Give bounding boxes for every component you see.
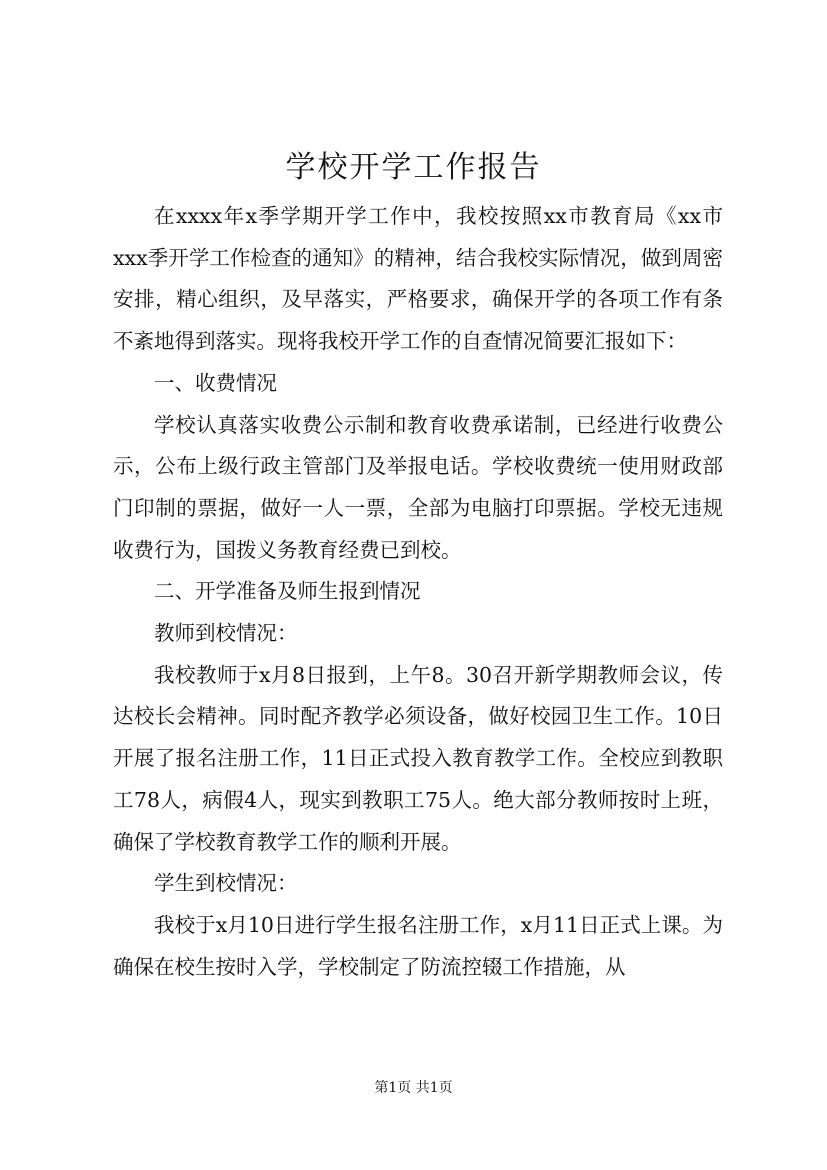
section-heading-preparation: 二、开学准备及师生报到情况 (154, 579, 421, 604)
subheading-students: 学生到校情况： (154, 871, 298, 896)
section-heading-fees: 一、收费情况 (154, 370, 277, 395)
page-footer: 第1页 共1页 (374, 1080, 453, 1096)
fees-paragraph: 学校认真落实收费公示制和教育收费承诺制，已经进行收费公示，公布上级行政主管部门及举报电话。学校收费统一使用财政部门印制的票据，做好一人一票，全部为电脑打印票据。学校无违规收费行为，国拨义务教育经费已到校。 (113, 412, 723, 562)
subheading-teachers: 教师到校情况： (154, 621, 298, 646)
document-title: 学校开学工作报告 (285, 150, 542, 185)
intro-paragraph: 在xxxx年x季学期开学工作中，我校按照xx市教育局《xx市xxx季开学工作检查的通知》的精神，结合我校实际情况，做到周密安排，精心组织，及早落实，严格要求，确保开学的各项工作有条不紊地得到落实。现将我校开学工作的自查情况简要汇报如下： (113, 204, 723, 354)
students-paragraph: 我校于x月10日进行学生报名注册工作，x月11日正式上课。为确保在校生按时入学，学校制定了防流控辍工作措施，从 (113, 912, 723, 979)
document-body (113, 196, 723, 988)
teachers-paragraph: 我校教师于x月8日报到，上午8。30召开新学期教师会议，传达校长会精神。同时配齐教学必须设备，做好校园卫生工作。10日开展了报名注册工作，11日正式投入教育教学工作。全校应到教职工78人，病假4人，现实到教职工75人。绝大部分教师按时上班，确保了学校教育教学工作的顺利开展。 (113, 662, 723, 854)
